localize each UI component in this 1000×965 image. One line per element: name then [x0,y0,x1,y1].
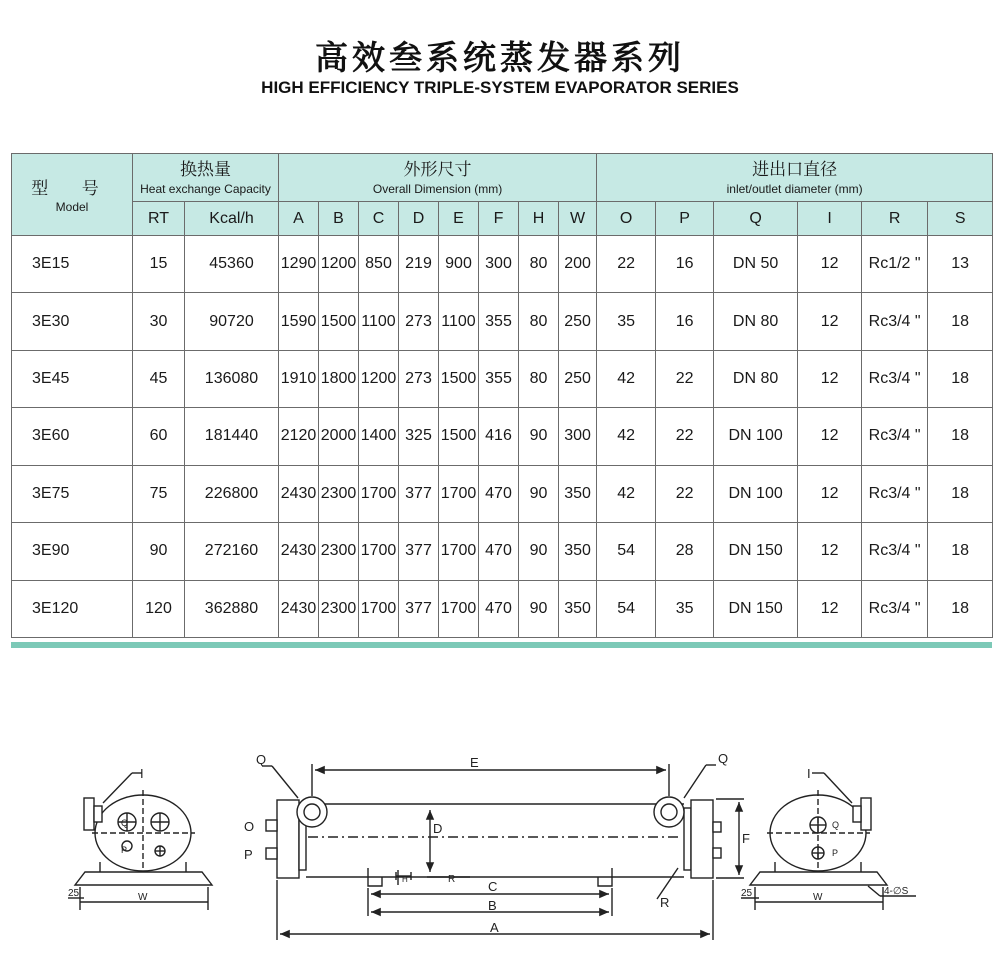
model-cell: 3E60 [12,408,133,465]
label-q-right: Q [832,820,840,830]
table-cell: 45360 [185,236,279,293]
table-cell: 219 [399,236,439,293]
table-cell: 12 [798,523,862,580]
table-cell: 470 [479,465,519,522]
left-end-view [68,773,212,910]
table-cell: 273 [399,350,439,407]
table-cell: 90 [519,465,559,522]
label-bolt: 4-∅S [884,886,909,897]
table-cell: 12 [798,293,862,350]
table-cell: 272160 [185,523,279,580]
table-cell: DN 150 [714,580,798,637]
table-cell: 30 [133,293,185,350]
table-cell: 22 [656,465,714,522]
table-cell: 273 [399,293,439,350]
table-cell: 350 [559,580,597,637]
table-row [12,236,993,293]
table-cell: 1700 [439,580,479,637]
dimension-header-cn: 外形尺寸 [403,159,472,180]
page-title-cn: 高效叁系统蒸发器系列 [315,38,685,77]
table-cell: 1500 [439,350,479,407]
table-cell: 350 [559,523,597,580]
table-cell: 850 [359,236,399,293]
table-cell: 1700 [439,523,479,580]
table-cell: 1910 [279,350,319,407]
label-b: B [488,898,497,913]
table-cell: 12 [798,465,862,522]
table-cell: 90 [519,580,559,637]
model-cell: 3E75 [12,465,133,522]
spec-table [11,153,993,638]
subheader-cell: S [928,202,993,236]
diameter-header-en: inlet/outlet diameter (mm) [726,181,863,196]
table-cell: Rc3/4 " [862,580,928,637]
table-cell: 54 [597,523,656,580]
table-cell: 42 [597,350,656,407]
table-cell: 16 [656,293,714,350]
table-cell: 1700 [359,580,399,637]
table-cell: 90 [133,523,185,580]
spec-table-body [12,236,993,638]
label-c: C [488,879,498,894]
label-i-right: I [807,766,811,781]
table-cell: 35 [597,293,656,350]
table-cell: 181440 [185,408,279,465]
table-cell: 35 [656,580,714,637]
table-cell: 1500 [439,408,479,465]
dimension-header [279,154,597,202]
table-cell: Rc3/4 " [862,523,928,580]
label-25-right: 25 [741,888,753,899]
label-p-right: P [832,848,839,858]
table-row [12,408,993,465]
table-cell: Rc1/2 " [862,236,928,293]
table-cell: 2120 [279,408,319,465]
table-cell: 90 [519,408,559,465]
table-cell: 1200 [319,236,359,293]
table-cell: 1700 [359,523,399,580]
subheader-cell: P [656,202,714,236]
table-cell: 80 [519,293,559,350]
label-a: A [490,920,499,935]
table-cell: 470 [479,523,519,580]
table-cell: 300 [559,408,597,465]
table-cell: 12 [798,350,862,407]
label-o: O [244,819,255,834]
subheader-row [12,202,993,236]
label-r-main: R [660,895,670,910]
table-cell: 90 [519,523,559,580]
table-cell: 325 [399,408,439,465]
table-row [12,580,993,637]
model-cell: 3E45 [12,350,133,407]
table-cell: 355 [479,350,519,407]
subheader-cell: B [319,202,359,236]
table-cell: 18 [928,523,993,580]
model-header-cn: 型 号 [31,179,113,199]
table-cell: 470 [479,580,519,637]
label-d: D [433,821,443,836]
table-cell: 120 [133,580,185,637]
table-cell: 22 [656,350,714,407]
table-cell: 1100 [439,293,479,350]
label-q-main-left: Q [256,752,267,767]
table-cell: 18 [928,408,993,465]
table-cell: 250 [559,350,597,407]
table-cell: 42 [597,465,656,522]
table-cell: 12 [798,580,862,637]
table-cell: 12 [798,236,862,293]
table-row [12,465,993,522]
table-cell: 1200 [359,350,399,407]
table-cell: 42 [597,408,656,465]
table-cell: 355 [479,293,519,350]
subheader-cell: H [519,202,559,236]
table-cell: 900 [439,236,479,293]
subheader-cell: I [798,202,862,236]
capacity-header-cn: 换热量 [180,159,231,180]
table-cell: 2430 [279,523,319,580]
model-header-en: Model [55,200,89,214]
label-p-main: P [244,847,253,862]
diameter-header-cn: 进出口直径 [752,159,838,180]
table-cell: 22 [597,236,656,293]
table-cell: 90720 [185,293,279,350]
table-row [12,350,993,407]
label-w-left: W [138,892,148,903]
subheader-cell: Kcal/h [185,202,279,236]
table-cell: 416 [479,408,519,465]
label-e: E [470,755,479,770]
subheader-cell: RT [133,202,185,236]
table-cell: 1100 [359,293,399,350]
table-cell: DN 100 [714,465,798,522]
table-cell: 60 [133,408,185,465]
capacity-header-en: Heat exchange Capacity [140,181,271,196]
table-cell: 15 [133,236,185,293]
table-cell: 300 [479,236,519,293]
table-cell: 350 [559,465,597,522]
table-cell: 1590 [279,293,319,350]
table-cell: 18 [928,465,993,522]
table-cell: 28 [656,523,714,580]
model-cell: 3E30 [12,293,133,350]
table-cell: 45 [133,350,185,407]
table-cell: Rc3/4 " [862,350,928,407]
table-cell: 13 [928,236,993,293]
table-cell: Rc3/4 " [862,293,928,350]
table-cell: 1290 [279,236,319,293]
page-title-en: HIGH EFFICIENCY TRIPLE-SYSTEM EVAPORATOR SERIES [261,78,739,97]
dimension-header-en: Overall Dimension (mm) [372,181,503,196]
table-cell: 200 [559,236,597,293]
capacity-header [133,154,279,202]
table-cell: 377 [399,465,439,522]
table-cell: 18 [928,293,993,350]
table-cell: 2300 [319,465,359,522]
label-q-left: Q [121,818,129,828]
label-r-small: R [448,874,456,885]
label-w-right: W [813,892,823,903]
subheader-cell: R [862,202,928,236]
table-cell: 12 [798,408,862,465]
table-cell: 2430 [279,465,319,522]
label-25-left: 25 [68,888,80,899]
subheader-cell: C [359,202,399,236]
table-cell: DN 80 [714,350,798,407]
model-header [12,154,133,236]
subheader-cell: A [279,202,319,236]
table-cell: 2300 [319,523,359,580]
label-q-main-right: Q [718,751,729,766]
table-cell: 80 [519,350,559,407]
evaporator-drawing [0,650,1000,965]
table-cell: 2300 [319,580,359,637]
subheader-cell: W [559,202,597,236]
model-cell: 3E120 [12,580,133,637]
table-cell: 54 [597,580,656,637]
subheader-cell: F [479,202,519,236]
table-cell: DN 80 [714,293,798,350]
label-i-left: I [140,766,144,781]
label-h: H [402,875,408,884]
table-cell: Rc3/4 " [862,408,928,465]
table-cell: 136080 [185,350,279,407]
table-cell: 1700 [439,465,479,522]
label-f: F [742,831,750,846]
diameter-header [597,154,993,202]
model-cell: 3E90 [12,523,133,580]
table-cell: 1800 [319,350,359,407]
table-cell: Rc3/4 " [862,465,928,522]
table-cell: 75 [133,465,185,522]
accent-bar [11,642,992,648]
table-cell: DN 50 [714,236,798,293]
table-cell: 1700 [359,465,399,522]
subheader-cell: Q [714,202,798,236]
table-cell: 2000 [319,408,359,465]
table-cell: 18 [928,350,993,407]
table-cell: 1400 [359,408,399,465]
table-cell: 377 [399,580,439,637]
table-cell: 16 [656,236,714,293]
table-cell: 22 [656,408,714,465]
subheader-cell: D [399,202,439,236]
table-cell: 250 [559,293,597,350]
table-cell: DN 100 [714,408,798,465]
table-row [12,293,993,350]
table-cell: 1500 [319,293,359,350]
model-cell: 3E15 [12,236,133,293]
subheader-cell: O [597,202,656,236]
table-cell: 18 [928,580,993,637]
table-row [12,523,993,580]
subheader-cell: E [439,202,479,236]
table-cell: 362880 [185,580,279,637]
table-cell: 2430 [279,580,319,637]
label-p-left: P [121,845,128,855]
table-cell: 80 [519,236,559,293]
table-cell: 226800 [185,465,279,522]
table-cell: 377 [399,523,439,580]
table-cell: DN 150 [714,523,798,580]
